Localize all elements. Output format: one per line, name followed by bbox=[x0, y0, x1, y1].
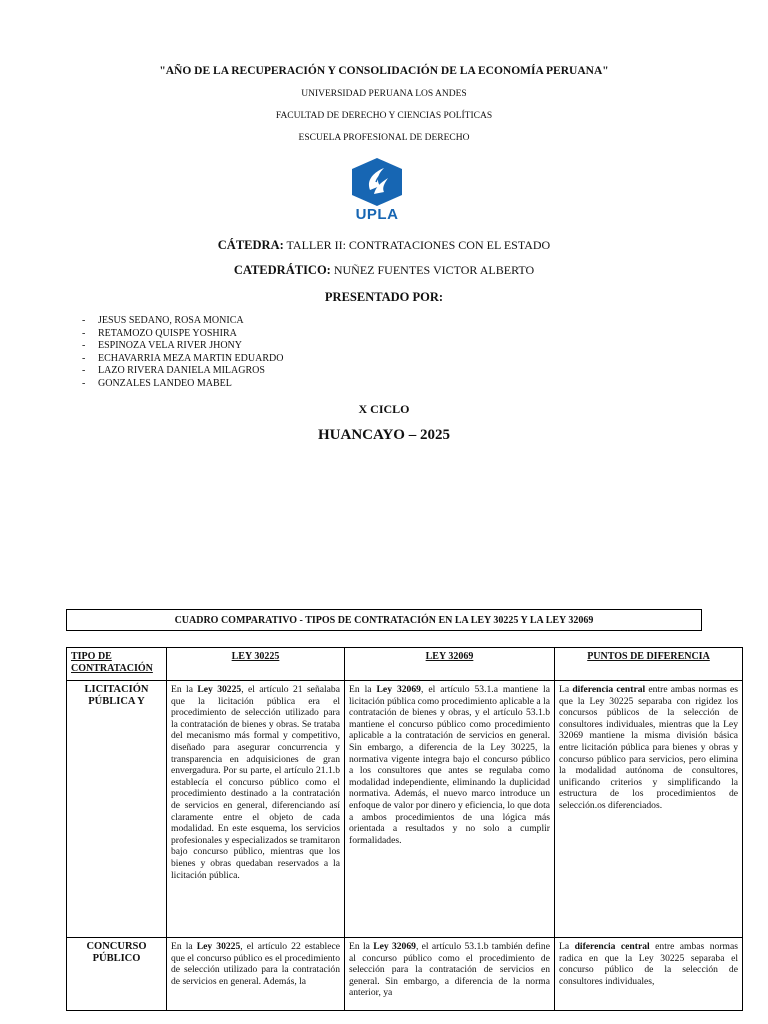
city-year: HUANCAYO – 2025 bbox=[318, 427, 450, 443]
presentado-heading: PRESENTADO POR: bbox=[324, 290, 444, 304]
difference-cell: La diferencia central entre ambas normas radica en que la Ley 30225 separaba el concurso público de la selección de consultores individuales, bbox=[555, 938, 743, 1011]
difference-cell: La diferencia central entre ambas normas es que la Ley 30225 separaba con rigidez los concursos públicos de la selección de consultores individuales, mientras que la Ley 32069 mantiene la misma división básica entre licitación pública para bienes y obras y concurso público para servicios, pero elimina la modalidad autónoma de consultores, unificando criterios y simplificando la estructura de los procedimientos de selección.os diferenciados. bbox=[555, 681, 743, 938]
column-header-ley-32069: LEY 32069 bbox=[345, 648, 555, 681]
comparison-table bbox=[66, 647, 743, 1011]
table-header-row bbox=[67, 648, 743, 681]
table-row bbox=[67, 681, 743, 938]
list-item: - LAZO RIVERA DANIELA MILAGROS bbox=[82, 365, 283, 378]
member-list bbox=[82, 315, 283, 391]
cycle-label: X CICLO bbox=[358, 402, 410, 416]
logo-wordmark: UPLA bbox=[355, 206, 399, 223]
ley-32069-cell: En la Ley 32069, el artículo 53.1.b también define al concurso público como el procedimiento de selección para la contratación de servicios en general. Sin embargo, a diferencia de la norma anterior, ya bbox=[345, 938, 555, 1011]
catedratico-label: CATEDRÁTICO: bbox=[233, 263, 331, 277]
list-item: - RETAMOZO QUISPE YOSHIRA bbox=[82, 328, 283, 341]
row-type: CONCURSO PÚBLICO bbox=[67, 938, 167, 1011]
faculty-name: FACULTAD DE DERECHO Y CIENCIAS POLÍTICAS bbox=[275, 111, 493, 121]
ley-30225-cell: En la Ley 30225, el artículo 21 señalaba que la licitación pública era el procedimiento de selección utilizado para la contratación de bienes y obras. Se trataba del mecanismo más formal y competitivo, diseñado para asegurar concurrencia y transparencia en adquisiciones de gran envergadura. Por su parte, el artículo 21.1.b establecía el concurso público como el procedimiento destinado a la contratación de servicios en general, diferenciando así claramente entre el objeto de cada modalidad. En este esquema, los servicios profesionales y especializados se tramitaron bajo concurso público, mientras que los bienes y obras quedaban reservados a la licitación pública. bbox=[167, 681, 345, 938]
catedra-line bbox=[0, 238, 768, 253]
upla-emblem-icon bbox=[346, 156, 408, 208]
motto-heading: "AÑO DE LA RECUPERACIÓN Y CONSOLIDACIÓN DE LA ECONOMÍA PERUANA" bbox=[159, 65, 609, 77]
column-header-diferencias: PUNTOS DE DIFERENCIA bbox=[555, 648, 743, 681]
list-item: - GONZALES LANDEO MABEL bbox=[82, 378, 283, 391]
upla-logo bbox=[346, 156, 408, 228]
table-title: CUADRO COMPARATIVO - TIPOS DE CONTRATACIÓN EN LA LEY 30225 Y LA LEY 32069 bbox=[66, 609, 702, 631]
ley-32069-cell: En la Ley 32069, el artículo 53.1.a mantiene la licitación pública como procedimiento aplicable a la contratación de bienes y obras, y el artículo 53.1.b mantiene el concurso público como procedimiento aplicable a la contratación de servicios en general. Sin embargo, a diferencia de la Ley 30225, la normativa vigente integra bajo el concurso público a los consultores que antes se regulaba como modalidad independiente, eliminando la duplicidad normativa. Además, el nuevo marco introduce un enfoque de valor por dinero y eficiencia, lo que dota a ambos procedimientos de una lógica más orientada a resultados y no solo a cumplir formalidades. bbox=[345, 681, 555, 938]
column-header-ley-30225: LEY 30225 bbox=[167, 648, 345, 681]
list-item: - ESPINOZA VELA RIVER JHONY bbox=[82, 340, 283, 353]
list-item: - ECHAVARRIA MEZA MARTIN EDUARDO bbox=[82, 353, 283, 366]
ley-30225-cell: En la Ley 30225, el artículo 22 establece que el concurso público es el procedimiento de selección utilizado para la contratación de servicios en general. Además, la bbox=[167, 938, 345, 1011]
table-row bbox=[67, 938, 743, 1011]
catedra-value: TALLER II: CONTRATACIONES CON EL ESTADO bbox=[283, 238, 551, 252]
catedratico-line bbox=[0, 263, 768, 278]
school-name: ESCUELA PROFESIONAL DE DERECHO bbox=[298, 133, 470, 143]
catedra-label: CÁTEDRA: bbox=[217, 238, 284, 252]
row-type: LICITACIÓN PÚBLICA Y bbox=[67, 681, 167, 938]
catedratico-value: NUÑEZ FUENTES VICTOR ALBERTO bbox=[330, 263, 535, 277]
column-header-tipo: TIPO DE CONTRATACIÓN bbox=[67, 648, 167, 681]
list-item: - JESUS SEDANO, ROSA MONICA bbox=[82, 315, 283, 328]
university-name: UNIVERSIDAD PERUANA LOS ANDES bbox=[301, 89, 467, 99]
